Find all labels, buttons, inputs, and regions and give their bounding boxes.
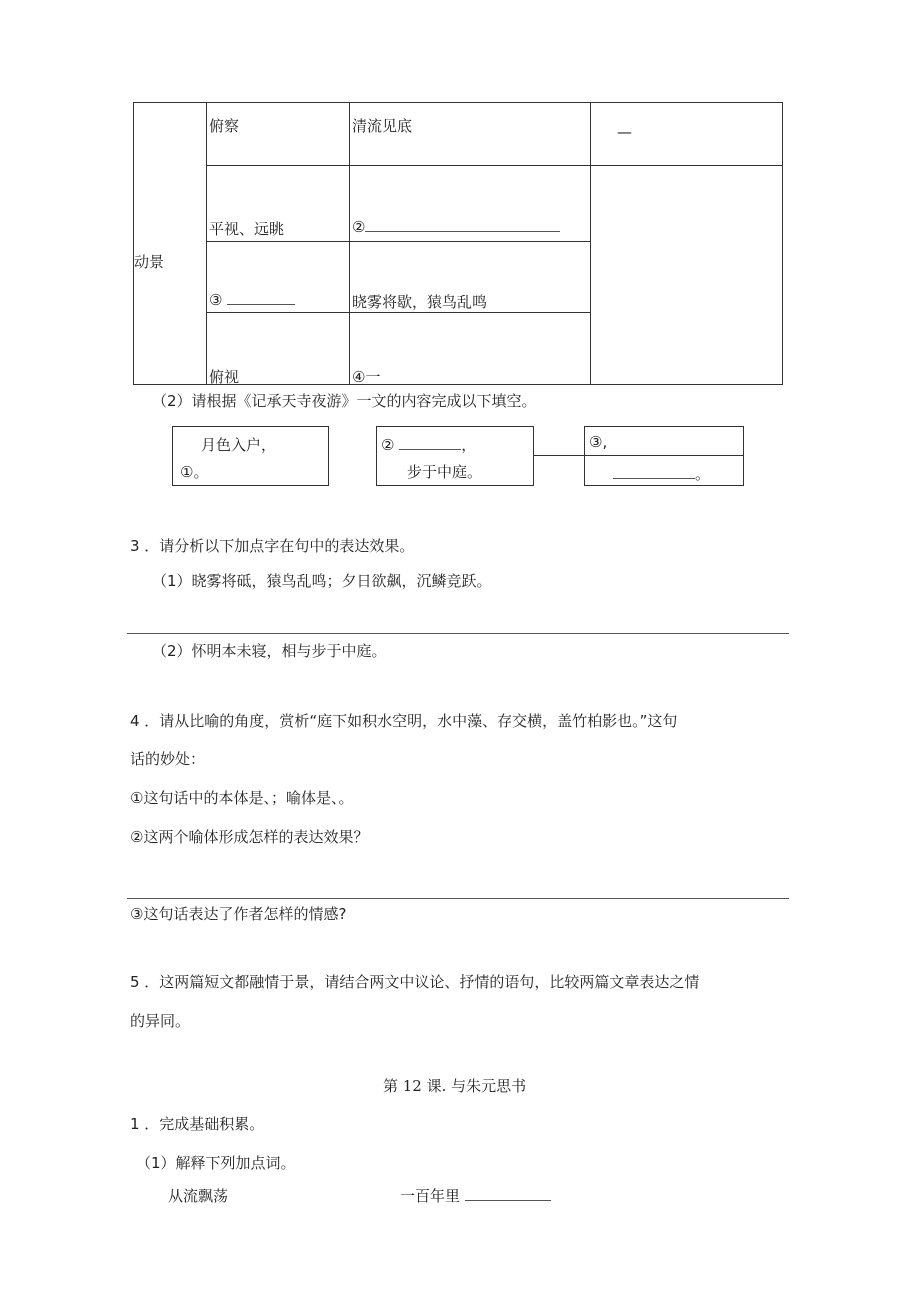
comma: ， [461,436,477,454]
box-text: ①。 [180,463,209,481]
question-item: ③这句话表达了作者怎样的情感? [130,905,347,923]
answer-line[interactable] [127,898,789,899]
answer-blank[interactable] [465,1199,551,1201]
answer-line[interactable] [127,633,789,634]
table-line [206,241,591,242]
table-cell-blank [209,291,295,309]
table-line [133,102,134,385]
period: 。 [695,465,711,483]
question-sub: （1）晓雾将砥，猿鸟乱鸣；夕日欲飙，沉鳞竞跃。 [152,572,492,590]
question-title: 4 ．请从比喻的角度，赏析“庭下如积水空明，水中藻、存交横，盖竹柏影也。”这句 [130,712,678,730]
lesson-title: 第 12 课. 与朱元思书 [383,1077,527,1095]
fill-box-3 [584,426,744,486]
connector-line [534,455,584,456]
blank-number: ③ [209,291,223,309]
table-line [206,165,783,166]
question-item: ①这句话中的本体是、；喻体是、。 [130,789,354,807]
question-prompt: （2）请根据《记承天寺夜游》一文的内容完成以下填空。 [152,392,537,410]
question-title: 5 ．这两篇短文都融情于景，请结合两文中议论、抒情的语句，比较两篇文章表达之情 [130,973,700,991]
question-title: 3 ．请分析以下加点字在句中的表达效果。 [130,537,415,555]
question-sub: （1）解释下列加点词。 [136,1154,296,1172]
box-text: 步于中庭。 [407,463,483,481]
vocab-word: 从流飘荡 [168,1187,229,1205]
box-text: ③, [589,433,608,451]
vocab-word-text: 一百年里 [400,1187,461,1205]
answer-blank[interactable] [613,477,695,479]
table-line [206,312,591,313]
box-text [613,463,710,484]
table-line [206,102,207,385]
question-title: 的异同。 [130,1012,191,1030]
fill-box-2 [376,426,534,486]
answer-blank[interactable] [227,303,295,305]
table-cell-view: 俯视 [209,368,240,386]
table-line [782,102,783,385]
table-line [590,102,591,385]
box-text: 月色入户， [201,436,277,454]
question-title: 话的妙处： [130,750,206,768]
question-title: 1 ．完成基础积累。 [130,1115,265,1133]
answer-blank[interactable] [399,448,461,450]
vocab-word [400,1185,551,1206]
table-line [133,102,783,103]
table-cell-blank: ④一 [352,368,381,386]
fill-box-1 [172,426,329,486]
table-row-header: 动景 [134,253,165,271]
question-sub: （2）怀明本未寝，相与步于中庭。 [152,642,387,660]
table-cell-scene: 清流见底 [352,117,413,135]
question-item: ②这两个喻体形成怎样的表达效果？ [130,828,369,846]
box-text [381,434,476,455]
answer-blank[interactable] [365,230,560,232]
table-line [349,102,350,385]
table-cell-scene: 晓雾将歇，猿鸟乱鸣 [352,293,488,311]
blank-number: ② [352,218,366,236]
table-cell-view: 平视、远眺 [209,220,285,238]
box-divider [585,455,743,456]
blank-number: ② [381,436,395,454]
table-cell-view: 俯察 [209,117,240,135]
table-cell-blank [352,218,560,236]
table-cell-dash: — [617,123,632,141]
